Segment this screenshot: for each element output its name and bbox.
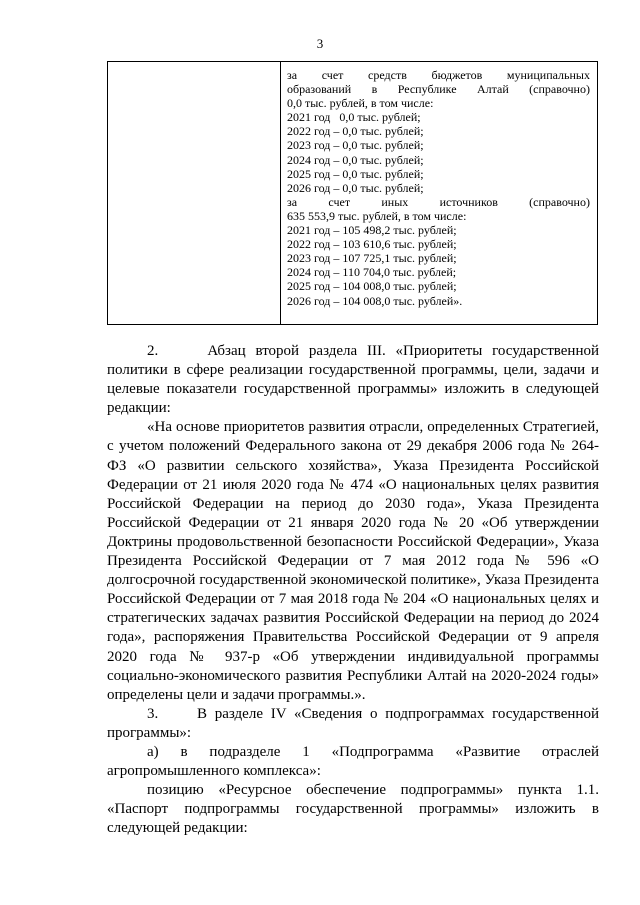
word: за	[287, 68, 298, 82]
table-right-cell	[281, 62, 597, 324]
word: образований	[287, 82, 352, 97]
local-budget-total: 0,0 тыс. рублей, в том числе:	[287, 96, 434, 111]
paragraph-item-2: 2. Абзац второй раздела III. «Приоритеты государственной политики в сфере реализации государственной программы, цели, задачи и целевые показатели государственной программы» изложить в следующей редакции:	[107, 343, 603, 417]
word: (справочно)	[529, 82, 590, 97]
other-sources-year: 2021 год – 105 498,2 тыс. рублей;	[287, 223, 457, 238]
word: счет	[328, 194, 351, 209]
word: Алтай	[476, 82, 509, 97]
word: источников	[439, 194, 498, 209]
other-sources-heading	[287, 195, 590, 209]
word: иных	[381, 194, 409, 209]
word: (справочно)	[529, 194, 590, 209]
paragraph-item-3: 3. В разделе IV «Сведения о подпрограммах государственной программы»:	[107, 705, 603, 741]
local-budget-heading	[287, 68, 590, 82]
other-sources-year: 2024 год – 110 704,0 тыс. рублей;	[287, 265, 457, 280]
paragraph-position: позицию «Ресурсное обеспечение подпрограммы» пункта 1.1. «Паспорт подпрограммы государственной программы» изложить в следующей редакции:	[107, 782, 599, 837]
other-sources-year: 2022 год – 103 610,6 тыс. рублей;	[287, 237, 457, 252]
other-sources-year: 2026 год – 104 008,0 тыс. рублей».	[287, 293, 463, 308]
word: в	[371, 82, 378, 97]
page-number: 3	[316, 36, 324, 51]
local-budget-year: 2021 год 0,0 тыс. рублей;	[287, 110, 421, 125]
other-sources-total: 635 553,9 тыс. рублей, в том числе:	[287, 208, 467, 223]
local-budget-year: 2025 год – 0,0 тыс. рублей;	[287, 166, 424, 181]
word: средств	[368, 68, 407, 82]
word: за	[287, 194, 298, 209]
local-budget-year: 2023 год – 0,0 тыс. рублей;	[287, 138, 424, 153]
paragraph-quote: «На основе приоритетов развития отрасли, определенных Стратегией, с учетом положений Федерального закона от 29 декабря 2006 года № 264-ФЗ «О развитии сельского хозяйства», Указа Президента Российской Федерации от 21 июля 2020 года № 474 «О национальных целях развития Российской Федерации на период до 2030 года», Указа Президента Российской Федерации от 21 января 2020 года № 20 «Об утверждении Доктрины продовольственной безопасности Российской Федерации», Указа Президента Российской Федерации от 7 мая 2012 года № 596 «О долгосрочной государственной экономической политике», Указа Президента Российской Федерации от 7 мая 2018 года № 204 «О национальных целях и стратегических задачах развития Российской Федерации на период до 2024 года», распоряжения Правительства Российской Федерации от 9 апреля 2020 года № 937-р «Об утверждении индивидуальной программы социально-экономического развития Республики Алтай на 2020-2024 годы» определены цели и задачи программы.».	[107, 419, 599, 703]
table-left-cell	[108, 62, 281, 324]
local-budget-year: 2026 год – 0,0 тыс. рублей;	[287, 180, 424, 195]
financing-table	[107, 61, 598, 325]
paragraph-subsection-a: а) в подразделе 1 «Подпрограмма «Развитие отраслей агропромышленного комплекса»:	[107, 743, 603, 780]
word: счет	[321, 68, 344, 82]
local-budget-heading-2	[287, 82, 590, 96]
other-sources-year: 2023 год – 107 725,1 тыс. рублей;	[287, 251, 457, 266]
local-budget-year: 2024 год – 0,0 тыс. рублей;	[287, 152, 424, 167]
local-budget-year: 2022 год – 0,0 тыс. рублей;	[287, 124, 424, 139]
word: муниципальных	[506, 68, 590, 82]
word: бюджетов	[431, 68, 483, 82]
other-sources-year: 2025 год – 104 008,0 тыс. рублей;	[287, 279, 457, 294]
document-body	[107, 342, 603, 838]
word: Республике	[397, 82, 457, 97]
